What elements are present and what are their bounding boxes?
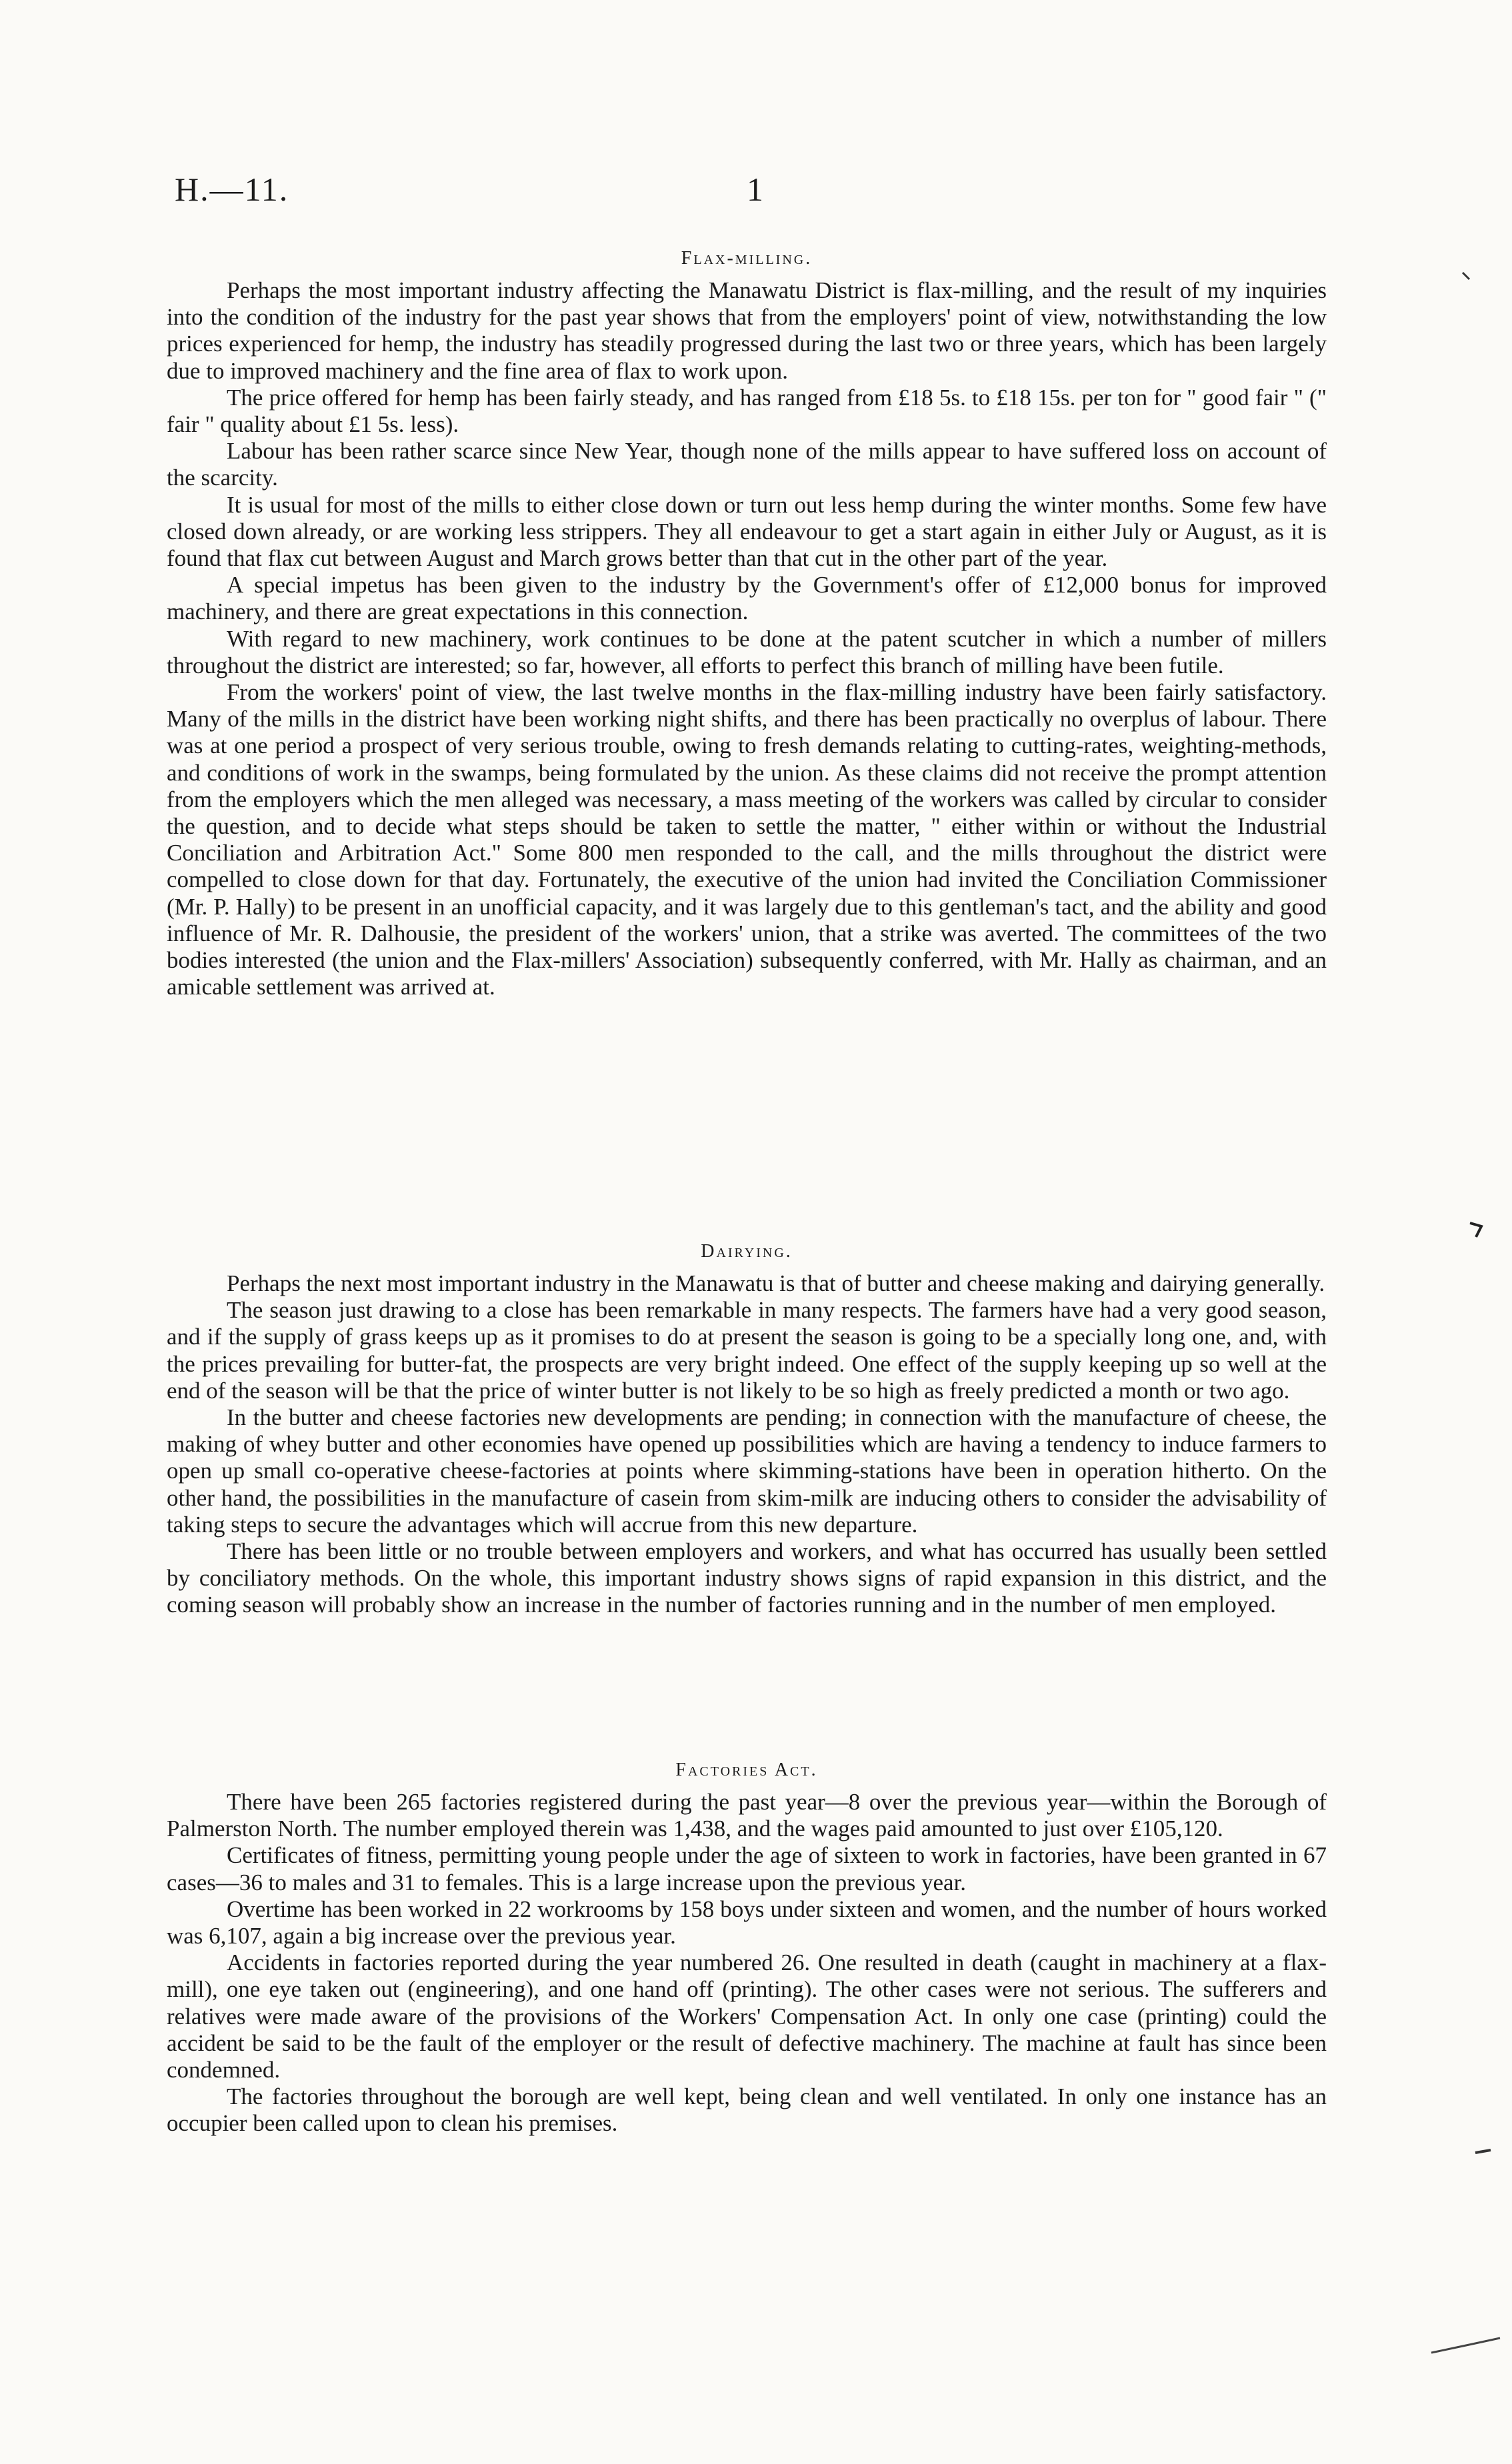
paragraph: Labour has been rather scarce since New Year, though none of the mills appear to have suffered loss on account of the scarcity.	[167, 438, 1327, 491]
paragraph: Perhaps the most important industry affecting the Manawatu District is flax-milling, and the result of my inquiries into the condition of the industry for the past year shows that from the employers' point of view, notwithstanding the low prices experienced for hemp, the industry has steadily progressed during the last two or three years, which has been largely due to improved machinery and the fine area of flax to work upon.	[167, 277, 1327, 384]
paragraph: Overtime has been worked in 22 workrooms by 158 boys under sixteen and women, and the number of hours worked was 6,107, again a big increase over the previous year.	[167, 1895, 1327, 1949]
paragraph: From the workers' point of view, the last twelve months in the flax-milling industry have been fairly satisfactory. Many of the mills in the district have been working night shifts, and there has been practically no overplus of labour. There was at one period a prospect of very serious trouble, owing to fresh demands relating to cutting-rates, weighting-methods, and conditions of work in the swamps, being formulated by the union. As these claims did not receive the prompt attention from the employers which the men alleged was necessary, a mass meeting of the workers was called by circular to consider the question, and to decide what steps should be taken to settle the matter, " either within or without the Industrial Conciliation and Arbitration Act." Some 800 men responded to the call, and the mills throughout the district were compelled to close down for that day. Fortunately, the executive of the union had invited the Conciliation Commissioner (Mr. P. Hally) to be present in an unofficial capacity, and it was largely due to this gentleman's tact, and the ability and good influence of Mr. R. Dalhousie, the president of the workers' union, that a strike was averted. The committees of the two bodies interested (the union and the Flax-millers' Association) subsequently conferred, with Mr. Hally as chairman, and an amicable settlement was arrived at.	[167, 679, 1327, 1000]
section-heading: Flax-milling.	[681, 248, 813, 269]
paragraph: In the butter and cheese factories new developments are pending; in connection with the manufacture of cheese, the making of whey butter and other economies have opened up possibilities which are having a tendency to induce farmers to open up small co-operative cheese-factories at points where skimming-stations have been in operation hitherto. On the other hand, the possibilities in the manufacture of casein from skim-milk are inducing others to consider the advisability of taking steps to secure the advantages which will accrue from this new departure.	[167, 1404, 1327, 1538]
page-number: 1	[747, 171, 763, 208]
paragraph: Perhaps the next most important industry in the Manawatu is that of butter and cheese making and dairying generally.	[227, 1270, 1325, 1296]
document-reference: H.—11.	[175, 171, 289, 208]
paragraph: The season just drawing to a close has been remarkable in many respects. The farmers have had a very good season, and if the supply of grass keeps up as it promises to do at present the season is going to be a specially long one, and, with the prices prevailing for butter-fat, the prospects are very bright indeed. One effect of the supply keeping up so well at the end of the season will be that the price of winter butter is not likely to be so high as freely predicted a month or two ago.	[167, 1297, 1327, 1404]
paragraph: Certificates of fitness, permitting young people under the age of sixteen to work in factories, have been granted in 67 cases—36 to males and 31 to females. This is a large increase upon the previous year.	[167, 1842, 1327, 1895]
section-heading: Dairying.	[701, 1241, 793, 1262]
paragraph: There has been little or no trouble between employers and workers, and what has occurred has usually been settled by conciliatory methods. On the whole, this important industry shows signs of rapid expansion in this district, and the coming season will probably show an increase in the number of factories running and in the number of men employed.	[167, 1538, 1327, 1618]
paragraph: It is usual for most of the mills to either close down or turn out less hemp during the winter months. Some few have closed down already, or are working less strippers. They all endeavour to get a start again in either July or August, as it is found that flax cut between August and March grows better than that cut in the other part of the year.	[167, 491, 1327, 572]
scan-speck	[1460, 270, 1473, 283]
scan-speck	[1473, 2146, 1493, 2159]
section-heading: Factories Act.	[675, 1760, 818, 1780]
paragraph: Accidents in factories reported during the year numbered 26. One resulted in death (caught in machinery at a flax-mill), one eye taken out (engineering), and one hand off (printing). The other cases were not serious. The sufferers and relatives were made aware of the provisions of the Workers' Compensation Act. In only one case (printing) could the accident be said to be the fault of the employer or the result of defective machinery. The machine at fault has since been condemned.	[167, 1949, 1327, 2083]
section-factories-act	[167, 1760, 1327, 2137]
paragraph: The factories throughout the borough are well kept, being clean and well ventilated. In only one instance has an occupier been called upon to clean his premises.	[167, 2083, 1327, 2137]
section-dairying	[167, 1241, 1327, 1619]
paragraph: A special impetus has been given to the industry by the Government's offer of £12,000 bonus for improved machinery, and there are great expectations in this connection.	[167, 572, 1327, 625]
paragraph: The price offered for hemp has been fairly steady, and has ranged from £18 5s. to £18 15s. per ton for " good fair " (" fair " quality about £1 5s. less).	[167, 384, 1327, 438]
scan-mark	[1430, 2333, 1503, 2359]
scan-speck	[1467, 1220, 1487, 1240]
section-flax-milling	[167, 248, 1327, 1000]
paragraph: There have been 265 factories registered during the past year—8 over the previous year—within the Borough of Palmerston North. The number employed therein was 1,438, and the wages paid amounted to just over £105,120.	[167, 1789, 1327, 1842]
paragraph: With regard to new machinery, work continues to be done at the patent scutcher in which a number of millers throughout the district are interested; so far, however, all efforts to perfect this branch of milling have been futile.	[167, 625, 1327, 678]
